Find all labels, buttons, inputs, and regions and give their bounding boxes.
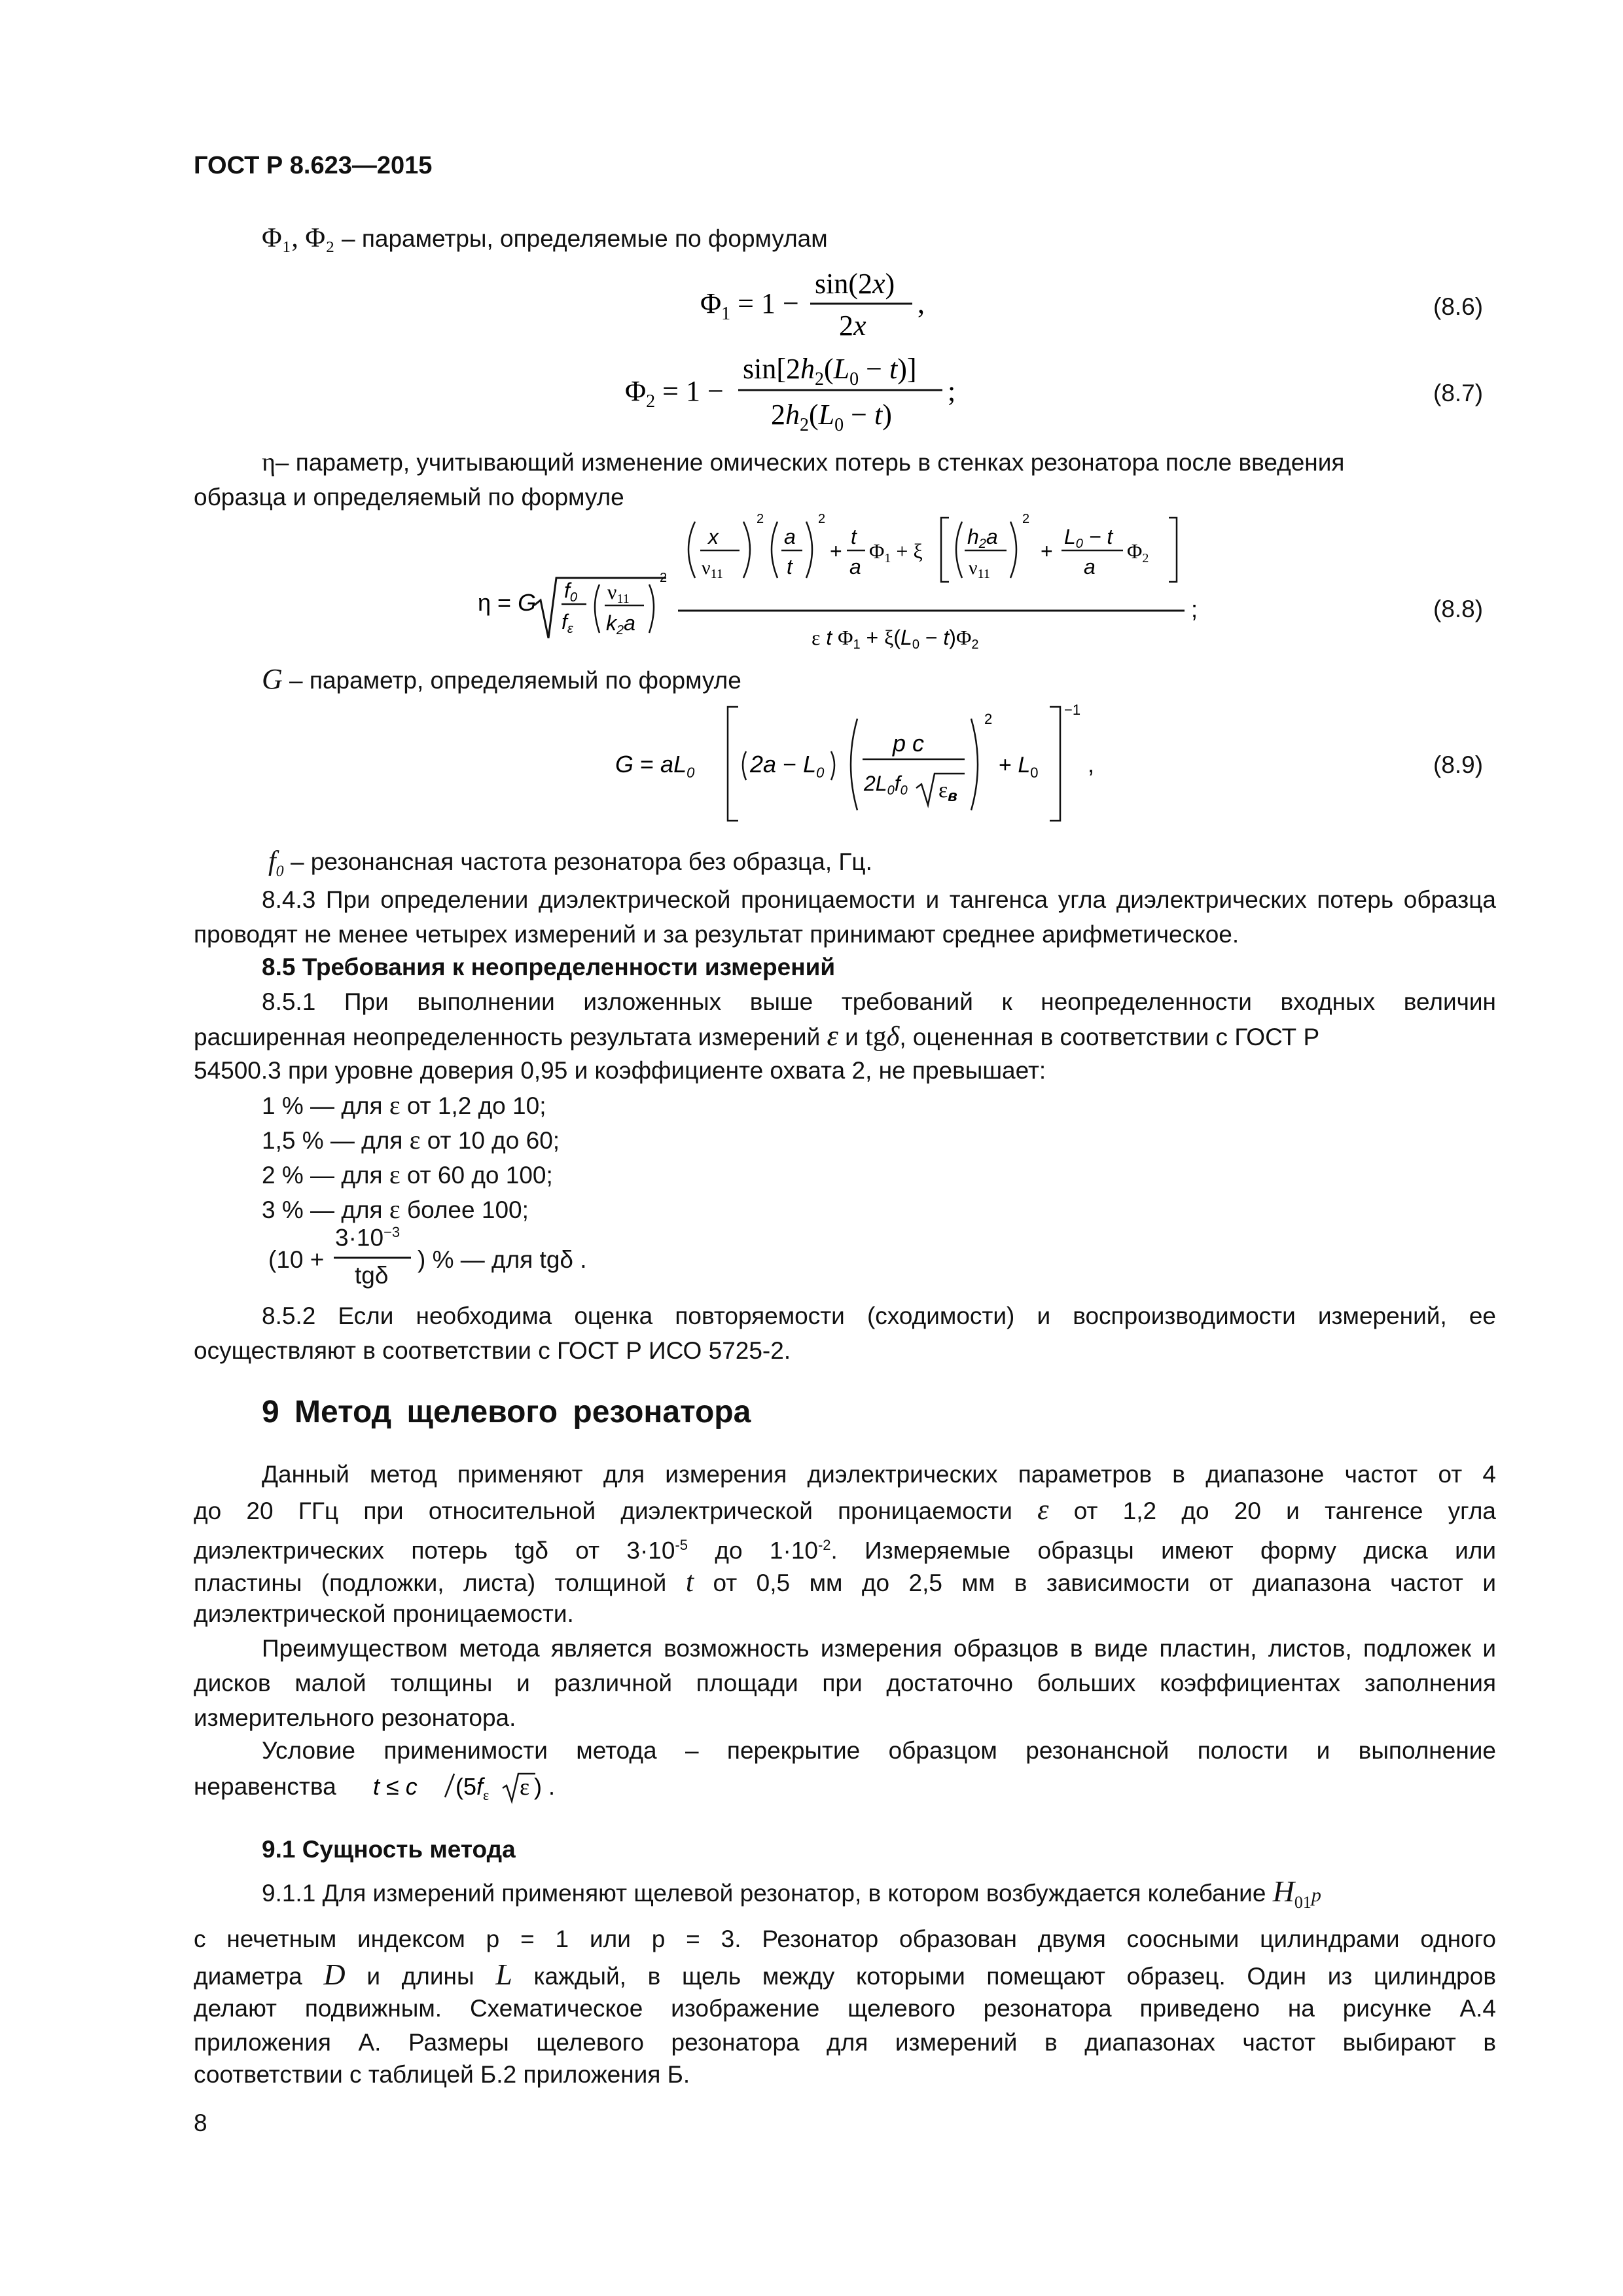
svg-text:sin(2x): sin(2x) (815, 268, 895, 300)
paragraph-9-1-1-line1 (262, 1874, 1321, 1920)
limit-percent: 1 % — для (262, 1092, 389, 1119)
formula-8-6 (687, 262, 949, 347)
paragraph-8-5-1-line3: 54500.3 при уровне доверия 0,95 и коэффициенте охвата 2, не превышает: (194, 1057, 1046, 1084)
heading-8-5: 8.5 Требования к неопределенности измерений (262, 954, 836, 980)
paragraph-text: диаметра (194, 1963, 324, 1990)
paragraph-8-5-1-line1: 8.5.1 При выполнении изложенных выше требований к неопределенности входных величин (262, 988, 1496, 1015)
document-header: ГОСТ Р 8.623—2015 (194, 152, 433, 179)
svg-text:2: 2 (757, 514, 764, 526)
svg-text:+ L0: + $L_0$ (999, 753, 1039, 781)
svg-text:Φ2 = 1 −: $\Phi_2 = 1$ − (625, 375, 724, 412)
section-9-heading: 9 Метод щелевого резонатора (262, 1395, 751, 1429)
eq-number-8-7: (8.7) (1433, 380, 1484, 406)
limit-item (262, 1088, 546, 1123)
phi-definition-text: – параметры, определяемые по формулам (341, 225, 828, 252)
svg-text:Φ1 = 1 −: $\Phi_1 = 1$ − (700, 287, 799, 324)
eq-number-8-9: (8.9) (1433, 751, 1484, 778)
g-definition (262, 662, 741, 698)
formula-8-7 (615, 347, 995, 439)
svg-text:h2a: h2a (967, 525, 998, 551)
svg-text:t ≤ c: t ≤ c (373, 1773, 418, 1800)
limit-formula-close: ) % — для tgδ . (418, 1246, 587, 1273)
uncertainty-text-c: , оцененная в соответствии с ГОСТ Р (899, 1024, 1320, 1050)
g-definition-text: – параметр, определяемый по формуле (282, 667, 741, 694)
paragraph-text: и длины (345, 1963, 496, 1990)
limit-item (262, 1123, 560, 1158)
limit-percent: 2 % — для (262, 1162, 389, 1189)
epsilon-symbol: ε (409, 1125, 421, 1155)
limit-formula-numerator: $3\cdot 10^{-3}$ (335, 1224, 401, 1251)
eta-symbol: η (262, 447, 276, 476)
section-9-intro-line3 (194, 1528, 1496, 1568)
svg-text:,: , (918, 287, 925, 319)
eta-definition-text: – параметр, учитывающий изменение омических потерь в стенках резонатора после введения (275, 449, 1345, 476)
phi-symbols: Φ₁, Φ₂ (262, 223, 335, 253)
length-symbol: L (495, 1958, 512, 1991)
svg-text:2h2(L0 − t): $2h_2(L_0 - t)$ (771, 399, 892, 435)
limit-range: более 100; (400, 1196, 529, 1223)
section-9-intro-line2 (194, 1492, 1496, 1528)
intro-text: пластины (подложки, листа) толщиной (194, 1570, 686, 1596)
intro-text: до 20 ГГц при относительной диэлектрической проницаемости (194, 1498, 1038, 1524)
svg-text:εв: εв (938, 778, 957, 805)
t-symbol: t (685, 1566, 694, 1598)
limit-formula-open: (10 + (268, 1246, 325, 1273)
svg-text:2: 2 (660, 571, 668, 585)
svg-text:f0: f0 (564, 579, 578, 605)
section-9-condition-line1: Условие применимости метода – перекрытие образцом резонансной полости и выполнение (262, 1737, 1496, 1764)
epsilon-symbol: ε (389, 1160, 401, 1189)
svg-text:,: , (1088, 751, 1095, 778)
page-number: 8 (194, 2109, 207, 2136)
f0-symbol: $f_0$ (268, 846, 284, 880)
svg-text:−1: −1 (1064, 702, 1081, 718)
intro-text: до 1·10 (688, 1537, 818, 1564)
svg-text:a: a (849, 555, 861, 579)
svg-text:η = G: η = G (478, 589, 537, 616)
f0-definition-text: – резонансная частота резонатора без образца, Гц. (283, 848, 872, 875)
svg-text:2L0f0: 2L0f0 (864, 772, 908, 798)
eta-definition-line1 (262, 445, 1344, 480)
formula-8-8 (471, 514, 1230, 664)
svg-text:fε: fε (562, 610, 573, 636)
intro-text: диэлектрических потерь tgδ от 3·10 (194, 1537, 675, 1564)
svg-text:2: 2 (818, 514, 826, 526)
eq-number-8-6: (8.6) (1433, 293, 1484, 320)
epsilon-symbol: ε (1037, 1494, 1049, 1526)
svg-text:ν11: ν11 (607, 580, 630, 606)
paragraph-9-1-1-line4: делают подвижным. Схематическое изображение щелевого резонатора приведено на рисунке А.4 (194, 1995, 1496, 2022)
svg-text:ε t Φ1 + ξ(L0 − t)Φ2: ε t Φ1 + ξ(L0 − t)Φ2 (812, 626, 979, 652)
tg-delta-symbol: tgδ (865, 1022, 900, 1052)
uncertainty-text-b: и (838, 1024, 866, 1050)
svg-text:a: a (784, 525, 796, 548)
svg-text:2: 2 (1022, 514, 1030, 526)
svg-text:Φ2: Φ2 (1127, 539, 1149, 565)
g-symbol: G (262, 663, 283, 695)
eta-definition-line2: образца и определяемый по формуле (194, 484, 624, 511)
inequality-formula (366, 1765, 563, 1808)
svg-text:k2a: k2a (606, 611, 635, 637)
intro-text: от 0,5 мм до 2,5 мм в зависимости от диапазона частот и (694, 1570, 1496, 1596)
svg-text:(5fε: ($5f_\varepsilon$ (455, 1773, 490, 1803)
section-9-intro-line1: Данный метод применяют для измерения диэлектрических параметров в диапазоне частот от 4 (262, 1461, 1496, 1488)
svg-text:sin[2h2(L0 − t)]: $\sin[2h_2(L_0 - t)]$ (743, 353, 917, 389)
svg-text:ν11: $\nu_{11}$ (969, 557, 990, 581)
limit-formula-denominator: tgδ (355, 1262, 389, 1289)
epsilon-symbol: ε (827, 1020, 838, 1052)
section-9-condition-line2 (194, 1770, 336, 1804)
exponent: -2 (817, 1537, 831, 1553)
section-9-intro-line5: диэлектрической проницаемости. (194, 1600, 574, 1627)
uncertainty-text-a: расширенная неопределенность результата измерений (194, 1024, 827, 1050)
mode-symbol: $H_{01}p$ (1272, 1874, 1321, 1912)
svg-text:p c: p c (893, 730, 925, 757)
formula-8-9 (615, 699, 1139, 830)
svg-text:2: 2 (984, 711, 993, 727)
exponent: -5 (675, 1537, 688, 1553)
epsilon-symbol: ε (389, 1090, 401, 1120)
limit-item (262, 1193, 529, 1227)
heading-9-1: 9.1 Сущность метода (262, 1836, 516, 1863)
svg-text:Φ1 + ξ: Φ1 + ξ (869, 539, 923, 565)
condition-text: неравенства (194, 1773, 336, 1800)
limit-percent: 1,5 % — для (262, 1127, 410, 1154)
limit-range: от 1,2 до 10; (400, 1092, 546, 1119)
paragraph-9-1-1-line3 (194, 1957, 1496, 1994)
tg-delta-limit-formula (268, 1224, 674, 1296)
svg-text:2a − L0: $2a - L_0$ (750, 751, 825, 781)
limit-range: от 10 до 60; (420, 1127, 560, 1154)
svg-text:) .: ) . (534, 1773, 555, 1800)
svg-text:ν11: $\nu_{11}$ (702, 557, 723, 581)
paragraph-9-1-1-line6: соответствии с таблицей Б.2 приложения Б. (194, 2061, 690, 2088)
limit-item (262, 1158, 553, 1193)
paragraph-9-1-1-line2: с нечетным индексом p = 1 или p = 3. Резонатор образован двумя соосными цилиндрами одного (194, 1926, 1496, 1952)
svg-text:L0 − t: L0 − t (1064, 525, 1113, 551)
svg-text:;: ; (948, 375, 956, 407)
svg-text:t: t (851, 525, 857, 548)
section-9-advantage: Преимуществом метода является возможность измерения образцов в виде пластин, листов, подложек и дисков малой толщины и различной площади при достаточно больших коэффициентах заполнения измерительного резонатора. (194, 1635, 1496, 1731)
svg-text:2x: 2x (839, 310, 866, 342)
fraction-bar (334, 1257, 411, 1259)
svg-text:G = aL0: $G = aL_0$ (615, 751, 695, 781)
svg-text:+: + (830, 539, 842, 563)
svg-text:;: ; (1191, 596, 1198, 622)
epsilon-symbol: ε (389, 1194, 401, 1224)
svg-text:a: a (1084, 555, 1096, 579)
svg-text:x: x (708, 525, 719, 548)
paragraph-8-4-3: 8.4.3 При определении диэлектрической проницаемости и тангенса угла диэлектрических потерь образца проводят не менее четырех измерений и за результат принимают среднее арифметическое. (194, 886, 1496, 948)
limit-range: от 60 до 100; (400, 1162, 553, 1189)
paragraph-9-1-1-line5: приложения А. Размеры щелевого резонатора для измерений в диапазонах частот выбирают в (194, 2029, 1496, 2056)
svg-text:+: + (1041, 539, 1053, 563)
intro-text: . Измеряемые образцы имеют форму диска или (830, 1537, 1496, 1564)
limit-percent: 3 % — для (262, 1196, 389, 1223)
paragraph-8-5-1-line2 (194, 1019, 1319, 1054)
paragraph-text: 9.1.1 Для измерений применяют щелевой резонатор, в котором возбуждается колебание (262, 1880, 1273, 1907)
phi-definition (262, 221, 828, 256)
section-9-intro-line4 (194, 1564, 1496, 1600)
paragraph-text: каждый, в щель между которыми помещают образец. Один из цилиндров (512, 1963, 1496, 1990)
paragraph-8-5-2: 8.5.2 Если необходима оценка повторяемости (сходимости) и воспроизводимости измерений, ее осуществляют в соответствии с ГОСТ Р ИСО 5725-2. (194, 1302, 1496, 1364)
eq-number-8-8: (8.8) (1433, 596, 1484, 622)
svg-text:t: t (787, 555, 793, 579)
svg-text:ε: ε (520, 1774, 530, 1800)
intro-text: от 1,2 до 20 и тангенсе угла (1048, 1498, 1496, 1524)
diameter-symbol: D (323, 1958, 346, 1991)
